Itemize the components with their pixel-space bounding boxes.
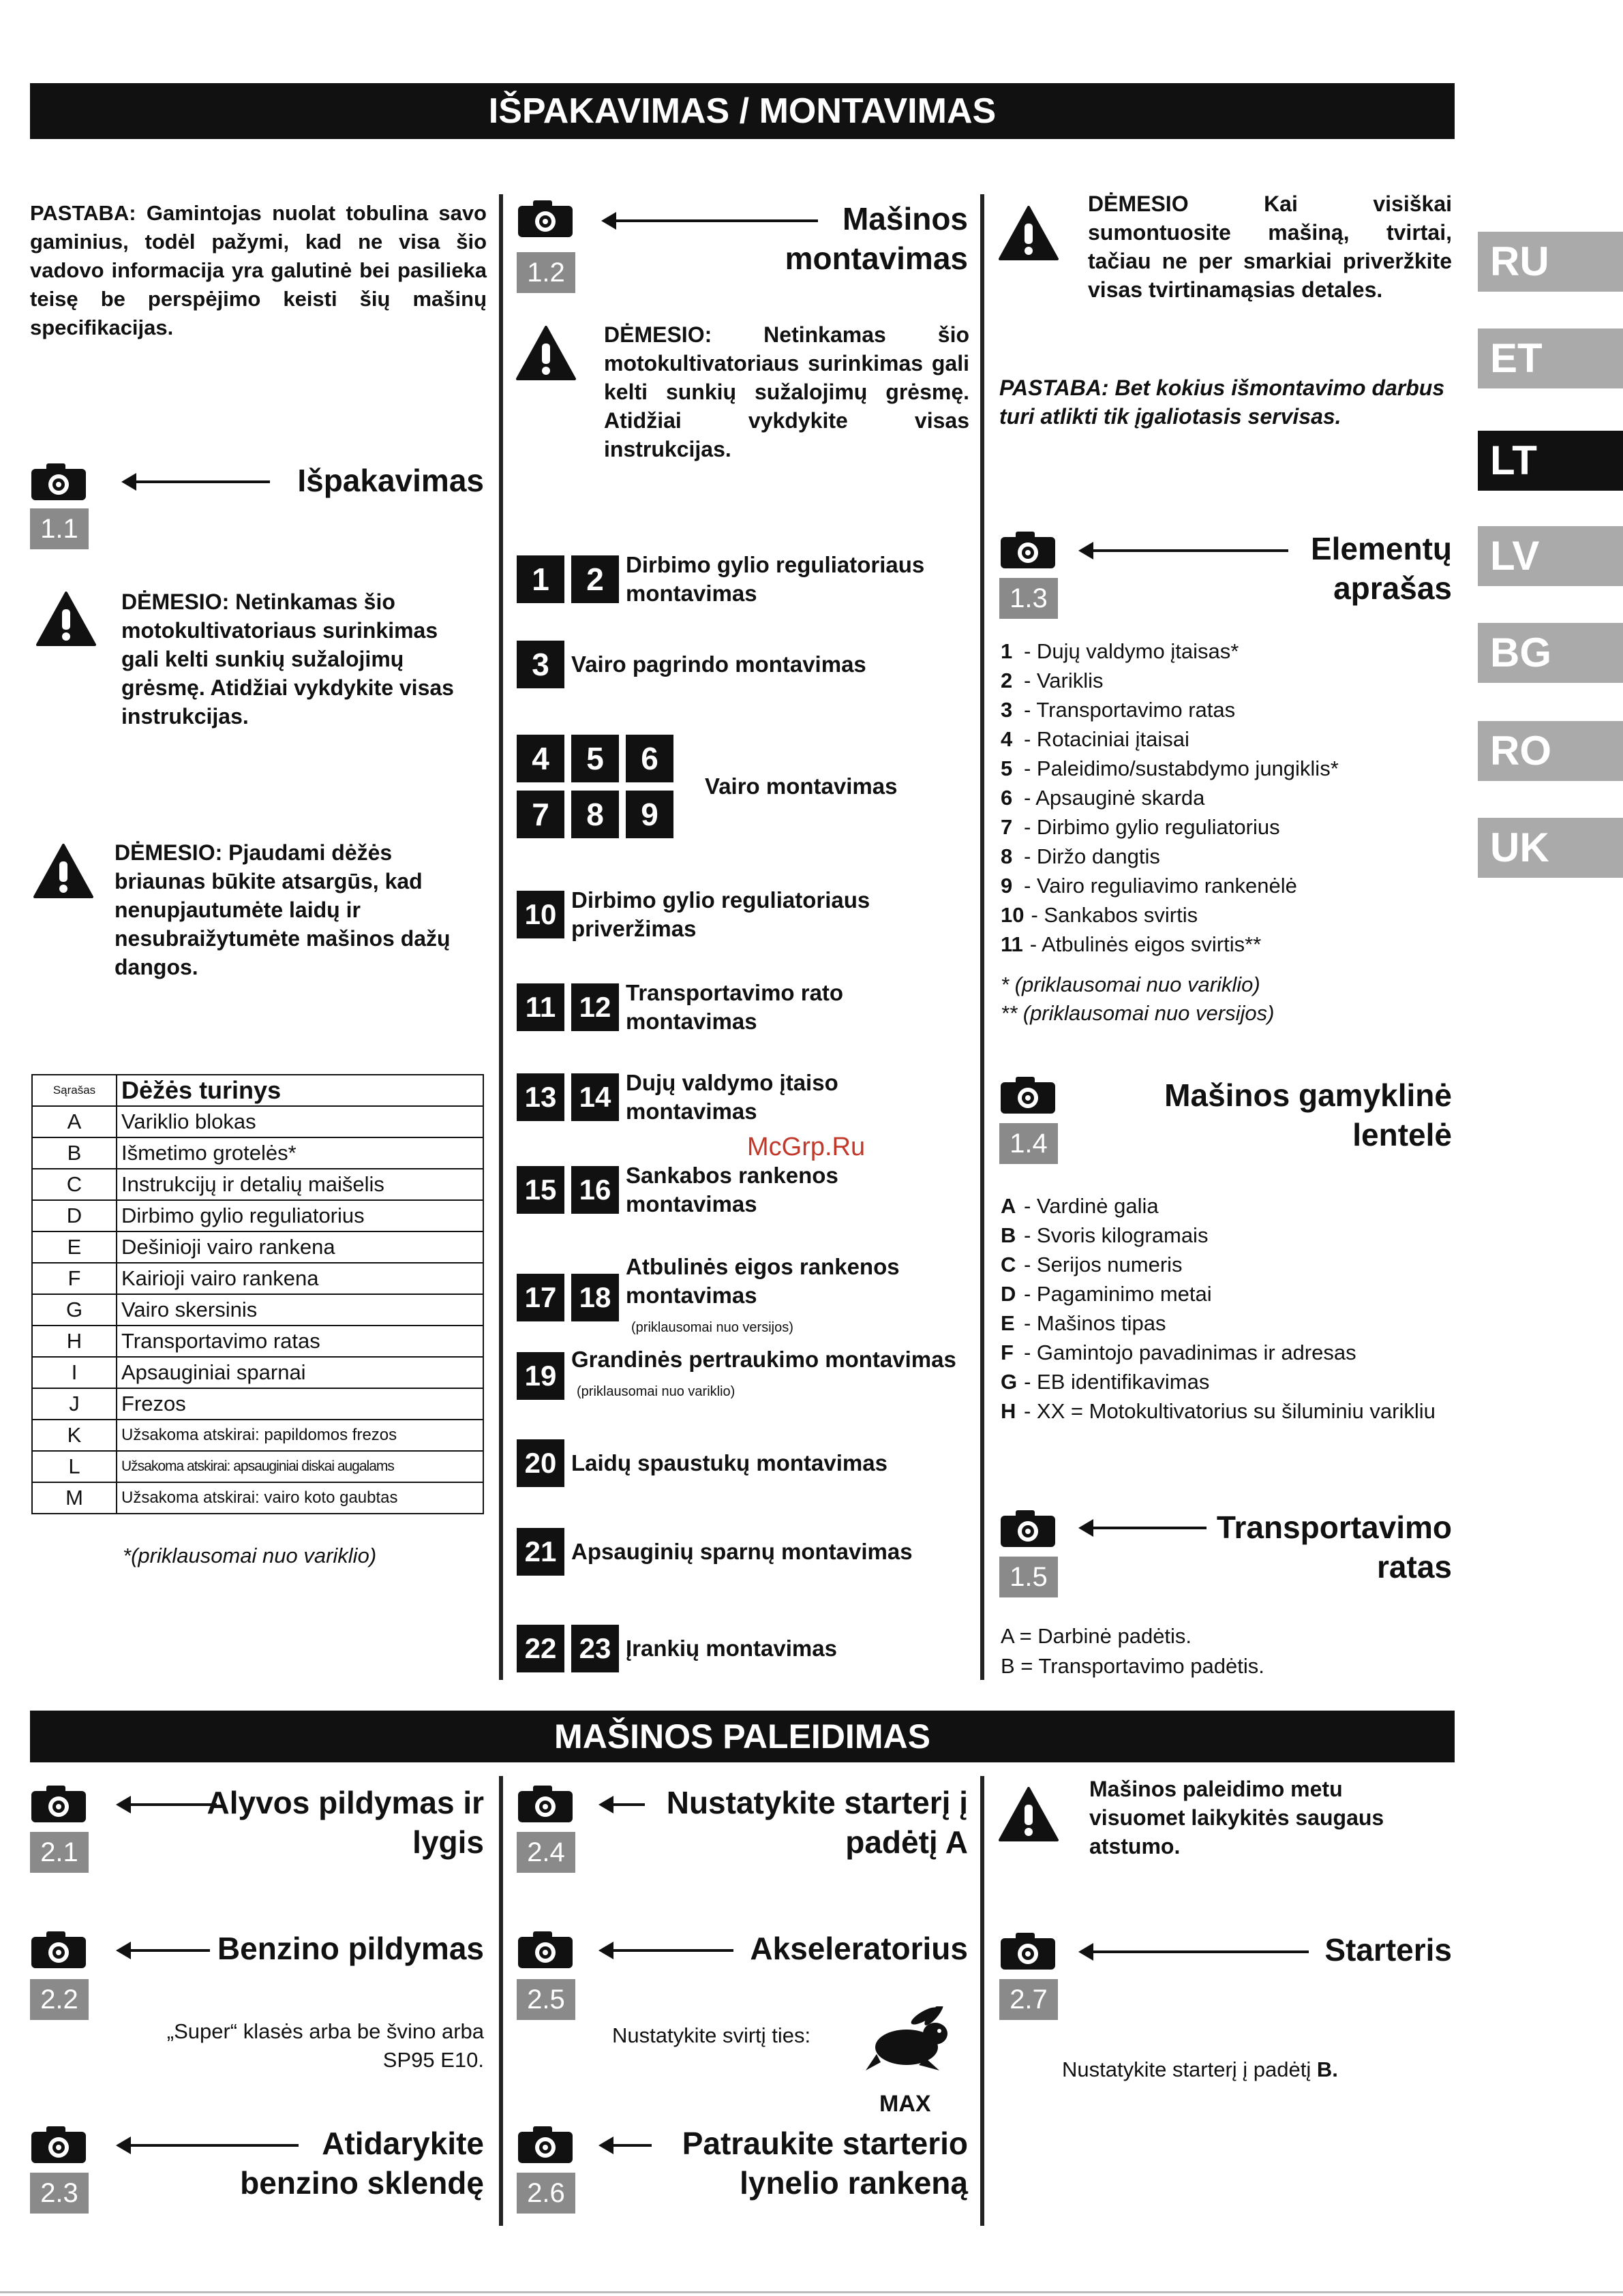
starter-note-text: Nustatykite starterį į padėtį <box>1062 2057 1311 2081</box>
list-item <box>1001 695 1451 724</box>
table-row <box>32 1357 483 1388</box>
list-item-text: - Vairo reguliavimo rankenėlė <box>1024 874 1297 898</box>
assembly-step <box>517 886 967 943</box>
list-item-key: 10 <box>1001 903 1025 927</box>
step-label <box>571 650 967 679</box>
list-item <box>1001 724 1451 754</box>
list-item <box>1001 1279 1451 1308</box>
position-b: B = Transportavimo padėtis. <box>1001 1654 1264 1678</box>
list-item-text: - Diržo dangtis <box>1024 844 1160 868</box>
table-row <box>32 1137 483 1169</box>
table-cell-value: Frezos <box>117 1388 483 1420</box>
step-number-2-4: 2.4 <box>517 1832 575 1873</box>
arrow-icon <box>128 1803 217 1806</box>
table-cell-key: B <box>32 1137 117 1169</box>
list-item <box>1001 666 1451 695</box>
step-number-1-2: 1.2 <box>517 252 575 293</box>
list-item <box>1001 1308 1451 1338</box>
table-cell-key: K <box>32 1420 117 1451</box>
list-item <box>1001 871 1451 900</box>
step-title-2-2: Benzino pildymas <box>217 1931 484 1966</box>
step-number-badge: 1 <box>517 555 564 603</box>
arrow-icon <box>128 1949 210 1952</box>
step-number-group <box>517 1166 626 1214</box>
assembly-step <box>517 979 967 1036</box>
arrow-icon <box>611 1803 645 1806</box>
step-title-2-4: Nustatykite starterį į padėtį A <box>666 1785 968 1860</box>
table-cell-value: Užsakoma atskirai: apsauginiai diskai augalams <box>117 1451 483 1482</box>
step-label <box>626 979 967 1036</box>
table-cell-key: L <box>32 1451 117 1482</box>
assembly-step <box>517 551 967 608</box>
table-cell-key: J <box>32 1388 117 1420</box>
list-item <box>1001 754 1451 783</box>
warning-icon <box>33 842 94 900</box>
step-title-1-5: Transportavimo ratas <box>1216 1510 1452 1585</box>
table-row <box>32 1200 483 1231</box>
table-cell-key: D <box>32 1200 117 1231</box>
lang-tab-lv[interactable]: LV <box>1478 526 1623 586</box>
lang-tab-ro[interactable]: RO <box>1478 721 1623 781</box>
step-number-badge: 20 <box>517 1439 564 1487</box>
warning-assembly: DĖMESIO: Netinkamas šio motokultivatoriaus surinkimas gali kelti sunkių sužalojimų grėsmę. Atidžiai vykdykite visas instrukcijas. <box>121 590 454 729</box>
step-label <box>705 772 967 801</box>
table-cell-value: Dirbimo gylio reguliatorius <box>117 1200 483 1231</box>
step-title-1-2: Mašinos montavimas <box>785 201 968 276</box>
warning-tighten: DĖMESIO Kai visiškai sumontuosite mašiną, tvirtai, tačiau ne per smarkiai priveržkite visas tvirtinamąsias detales. <box>1088 192 1452 302</box>
table-cell-key: A <box>32 1106 117 1137</box>
step-number-group <box>517 1073 626 1121</box>
camera-icon <box>517 1930 574 1970</box>
step-label-note: (priklausomai nuo versijos) <box>631 1320 793 1335</box>
lang-tab-ru[interactable]: RU <box>1478 232 1623 292</box>
list-item-key: H <box>1001 1399 1016 1423</box>
list-item-key: 11 <box>1001 932 1023 956</box>
throttle-note: Nustatykite svirtį ties: <box>612 2023 811 2047</box>
step-title-2-6: Patraukite starterio lynelio rankeną <box>682 2126 968 2201</box>
step-label-text: Laidų spaustukų montavimas <box>571 1450 888 1475</box>
step-label-text: Sankabos rankenos montavimas <box>626 1163 838 1216</box>
list-item-key: D <box>1001 1282 1016 1306</box>
list-item <box>1001 1367 1451 1396</box>
table-row <box>32 1388 483 1420</box>
step-label <box>626 1161 967 1219</box>
step-number-group <box>517 641 571 688</box>
step-label-text: Grandinės pertraukimo montavimas <box>571 1347 956 1372</box>
step-number-badge: 10 <box>517 891 564 938</box>
list-item-key: F <box>1001 1341 1014 1364</box>
box-contents-table <box>31 1074 484 1514</box>
camera-icon <box>999 530 1057 570</box>
step-number-2-5: 2.5 <box>517 1979 575 2020</box>
step-number-badge: 4 <box>517 735 564 782</box>
warning-icon <box>35 590 97 647</box>
warning-assembly-2: DĖMESIO: Netinkamas šio motokultivatoriaus surinkimas gali kelti sunkių sužalojimų grėsmę. Atidžiai vykdykite visas instrukcijas. <box>604 322 969 461</box>
column-divider <box>499 1776 503 2226</box>
list-item-text: - Variklis <box>1024 669 1104 692</box>
step-number-badge: 7 <box>517 791 564 838</box>
warning-icon <box>998 1786 1059 1843</box>
table-row <box>32 1482 483 1514</box>
list-item-text: - Dirbimo gylio reguliatorius <box>1024 815 1280 839</box>
table-cell-key: I <box>32 1357 117 1388</box>
step-title-2-1: Alyvos pildymas ir lygis <box>207 1785 484 1860</box>
step-number-group <box>517 891 571 938</box>
step-number-badge: 22 <box>517 1625 564 1672</box>
step-number-badge: 21 <box>517 1528 564 1576</box>
step-label-text: Atbulinės eigos rankenos montavimas <box>626 1254 900 1308</box>
step-number-2-7: 2.7 <box>999 1979 1058 2020</box>
starter-note-position: B. <box>1316 2057 1338 2081</box>
note-service: PASTABA: Bet kokius išmontavimo darbus turi atlikti tik įgaliotasis servisas. <box>999 376 1445 429</box>
list-item-text: - Transportavimo ratas <box>1024 698 1236 722</box>
list-item-key: 8 <box>1001 844 1013 868</box>
list-item <box>1001 1221 1451 1250</box>
list-item-key: 1 <box>1001 639 1013 663</box>
position-a: A = Darbinė padėtis. <box>1001 1624 1192 1648</box>
max-label: MAX <box>879 2091 931 2117</box>
camera-icon <box>30 462 87 502</box>
note-manufacturer: PASTABA: Gamintojas nuolat tobulina savo gaminius, todėl pažymi, kad ne visa šio vadovo informacija yra galutinė bei pasilieka teisę be perspėjimo keisti šių mašinų specifikacijas. <box>30 201 487 339</box>
list-item-key: 4 <box>1001 727 1013 751</box>
table-header-row <box>32 1075 483 1106</box>
table-cell-value: Transportavimo ratas <box>117 1326 483 1357</box>
list-item-key: G <box>1001 1370 1018 1394</box>
camera-icon <box>517 199 574 239</box>
step-title-1-1: Išpakavimas <box>297 463 484 498</box>
table-cell-key: H <box>32 1326 117 1357</box>
step-label <box>571 1449 967 1478</box>
step-number-2-2: 2.2 <box>30 1979 89 2020</box>
list-item-text: - Dujų valdymo įtaisas* <box>1024 639 1239 663</box>
arrow-icon <box>134 480 270 483</box>
column-divider <box>980 194 984 1680</box>
step-number-group <box>517 555 626 603</box>
step-number-1-1: 1.1 <box>30 508 89 549</box>
camera-icon <box>30 1930 87 1970</box>
list-item-key: C <box>1001 1253 1016 1276</box>
list-item-text: - Serijos numeris <box>1024 1253 1183 1276</box>
list-item-key: 3 <box>1001 698 1013 722</box>
fuel-note: „Super“ klasės arba be švino arba SP95 E10. <box>166 2019 484 2072</box>
table-row <box>32 1231 483 1263</box>
list-item-text: - Sankabos svirtis <box>1031 903 1198 927</box>
list-item-text: - Mašinos tipas <box>1024 1311 1166 1335</box>
warning-cutting: DĖMESIO: Pjaudami dėžės briaunas būkite atsargūs, kad nenupjautumėte laidų ir nesubraižytumėte mašinos dažų dangos. <box>115 840 451 979</box>
step-label <box>626 551 967 608</box>
step-label-text: Vairo montavimas <box>705 774 898 799</box>
plate-list <box>1001 1191 1451 1426</box>
list-item-key: 7 <box>1001 815 1013 839</box>
footnote-version: ** (priklausomai nuo versijos) <box>1001 1001 1275 1025</box>
assembly-step <box>517 1345 967 1406</box>
step-label <box>571 886 967 943</box>
rabbit-icon <box>864 2006 953 2072</box>
table-row <box>32 1451 483 1482</box>
step-label-text: Dirbimo gylio reguliatoriaus montavimas <box>626 552 925 606</box>
table-footnote: *(priklausomai nuo variklio) <box>123 1544 377 1567</box>
list-item-key: 2 <box>1001 669 1013 692</box>
step-number-badge: 3 <box>517 641 564 688</box>
table-cell-value: Kairioji vairo rankena <box>117 1263 483 1294</box>
table-cell-key: F <box>32 1263 117 1294</box>
step-number-2-1: 2.1 <box>30 1832 89 1873</box>
step-label <box>626 1253 967 1342</box>
camera-icon <box>999 1075 1057 1115</box>
table-cell-value: Užsakoma atskirai: papildomos frezos <box>117 1420 483 1451</box>
list-item-text: - Rotaciniai įtaisai <box>1024 727 1189 751</box>
list-item-key: 9 <box>1001 874 1013 898</box>
list-item <box>1001 842 1451 871</box>
lang-tab-lt[interactable]: LT <box>1478 431 1623 491</box>
camera-icon <box>30 1784 87 1824</box>
list-item <box>1001 783 1451 812</box>
step-number-group <box>517 983 626 1031</box>
list-item-text: - Apsauginė skarda <box>1024 786 1205 810</box>
list-item-text: - Svoris kilogramais <box>1024 1223 1209 1247</box>
list-item <box>1001 1250 1451 1279</box>
table-cell-key: M <box>32 1482 117 1514</box>
step-number-group <box>517 1352 571 1400</box>
lang-tab-et[interactable]: ET <box>1478 328 1623 388</box>
assembly-step <box>517 1439 967 1487</box>
list-item-key: E <box>1001 1311 1015 1335</box>
step-number-group <box>517 1439 571 1487</box>
watermark: McGrp.Ru <box>747 1133 866 1161</box>
step-number-1-5: 1.5 <box>999 1557 1058 1597</box>
step-number-2-3: 2.3 <box>30 2173 89 2214</box>
step-label-text: Dujų valdymo įtaiso montavimas <box>626 1070 838 1124</box>
step-number-badge: 5 <box>571 735 619 782</box>
list-item-key: A <box>1001 1194 1016 1218</box>
elements-list <box>1001 637 1451 959</box>
list-item-text: - XX = Motokultivatorius su šiluminiu varikliu <box>1024 1399 1436 1423</box>
step-number-badge: 17 <box>517 1274 564 1321</box>
list-item <box>1001 930 1451 959</box>
table-header-cell: Dėžės turinys <box>117 1075 483 1106</box>
list-item-key: 5 <box>1001 756 1013 780</box>
column-divider <box>499 194 503 1680</box>
step-number-badge: 2 <box>571 555 619 603</box>
warning-icon <box>515 324 577 382</box>
table-row <box>32 1169 483 1200</box>
warning-icon <box>998 204 1059 262</box>
table-cell-value: Išmetimo grotelės* <box>117 1137 483 1169</box>
section-title-starting: MAŠINOS PALEIDIMAS <box>30 1711 1455 1762</box>
step-label <box>626 1069 967 1126</box>
warning-distance: Mašinos paleidimo metu visuomet laikykitės saugaus atstumo. <box>1089 1777 1384 1858</box>
step-number-badge: 13 <box>517 1073 564 1121</box>
step-title-2-7: Starteris <box>1324 1932 1452 1968</box>
table-header-cell: Sąrašas <box>32 1075 117 1106</box>
step-number-1-3: 1.3 <box>999 578 1058 619</box>
table-cell-value: Vairo skersinis <box>117 1294 483 1326</box>
step-title-1-3: Elementų aprašas <box>1310 531 1452 606</box>
list-item-key: 6 <box>1001 786 1013 810</box>
lang-tab-uk[interactable]: UK <box>1478 818 1623 878</box>
step-label-text: Vairo pagrindo montavimas <box>571 652 866 677</box>
table-row <box>32 1106 483 1137</box>
step-number-badge: 23 <box>571 1625 619 1672</box>
table-cell-key: C <box>32 1169 117 1200</box>
table-row <box>32 1294 483 1326</box>
step-number-badge: 19 <box>517 1352 564 1400</box>
step-label <box>571 1345 967 1406</box>
step-number-badge: 16 <box>571 1166 619 1214</box>
assembly-step <box>517 1528 967 1576</box>
assembly-step <box>517 1161 967 1219</box>
camera-icon <box>999 1509 1057 1548</box>
list-item-text: - Pagaminimo metai <box>1024 1282 1212 1306</box>
step-number-group <box>517 735 705 838</box>
assembly-step <box>517 641 967 688</box>
table-cell-key: G <box>32 1294 117 1326</box>
assembly-step <box>517 1625 967 1672</box>
step-number-2-6: 2.6 <box>517 2173 575 2214</box>
list-item-text: - EB identifikavimas <box>1024 1370 1210 1394</box>
step-label-text: Dirbimo gylio reguliatoriaus priveržimas <box>571 887 870 941</box>
assembly-step <box>517 735 967 838</box>
camera-icon <box>517 1784 574 1824</box>
step-label <box>626 1634 967 1663</box>
lang-tab-bg[interactable]: BG <box>1478 623 1623 683</box>
list-item <box>1001 1191 1451 1221</box>
list-item-text: - Paleidimo/sustabdymo jungiklis* <box>1024 756 1339 780</box>
footnote-engine: * (priklausomai nuo variklio) <box>1001 973 1260 996</box>
step-number-badge: 15 <box>517 1166 564 1214</box>
table-cell-value: Dešinioji vairo rankena <box>117 1231 483 1263</box>
step-label-text: Įrankių montavimas <box>626 1636 837 1661</box>
camera-icon <box>999 1931 1057 1971</box>
list-item <box>1001 1396 1451 1426</box>
table-cell-value: Užsakoma atskirai: vairo koto gaubtas <box>117 1482 483 1514</box>
list-item <box>1001 900 1451 930</box>
step-number-group <box>517 1274 626 1321</box>
step-title-2-5: Akseleratorius <box>750 1931 968 1966</box>
list-item-text: - Gamintojo pavadinimas ir adresas <box>1024 1341 1356 1364</box>
list-item-text: - Atbulinės eigos svirtis** <box>1029 932 1262 956</box>
step-label <box>571 1537 967 1566</box>
step-number-group <box>517 1528 571 1576</box>
step-label-text: Apsauginių sparnų montavimas <box>571 1539 913 1564</box>
step-title-1-4: Mašinos gamyklinė lentelė <box>1164 1077 1452 1152</box>
step-number-badge: 12 <box>571 983 619 1031</box>
list-item <box>1001 1338 1451 1367</box>
camera-icon <box>517 2125 574 2164</box>
column-divider <box>980 1776 984 2226</box>
list-item-key: B <box>1001 1223 1016 1247</box>
list-item <box>1001 637 1451 666</box>
table-cell-key: E <box>32 1231 117 1263</box>
table-row <box>32 1263 483 1294</box>
table-cell-value: Apsauginiai sparnai <box>117 1357 483 1388</box>
step-number-badge: 9 <box>626 791 673 838</box>
step-number-badge: 8 <box>571 791 619 838</box>
table-row <box>32 1420 483 1451</box>
camera-icon <box>30 2125 87 2164</box>
table-row <box>32 1326 483 1357</box>
step-number-badge: 14 <box>571 1073 619 1121</box>
step-title-2-3: Atidarykite benzino sklendę <box>240 2126 484 2201</box>
list-item-text: - Vardinė galia <box>1024 1194 1159 1218</box>
step-number-badge: 11 <box>517 983 564 1031</box>
step-number-badge: 6 <box>626 735 673 782</box>
assembly-step <box>517 1069 967 1126</box>
assembly-step <box>517 1253 967 1342</box>
footer-rule <box>0 2291 1623 2293</box>
step-number-1-4: 1.4 <box>999 1123 1058 1164</box>
starter-note <box>1062 2055 1338 2084</box>
step-label-text: Transportavimo rato montavimas <box>626 980 844 1034</box>
arrow-icon <box>1091 549 1288 552</box>
table-cell-value: Instrukcijų ir detalių maišelis <box>117 1169 483 1200</box>
step-label-note: (priklausomai nuo variklio) <box>577 1384 735 1399</box>
step-number-badge: 18 <box>571 1274 619 1321</box>
step-number-group <box>517 1625 626 1672</box>
list-item <box>1001 812 1451 842</box>
section-title-unpacking: IŠPAKAVIMAS / MONTAVIMAS <box>30 83 1455 139</box>
table-cell-value: Variklio blokas <box>117 1106 483 1137</box>
